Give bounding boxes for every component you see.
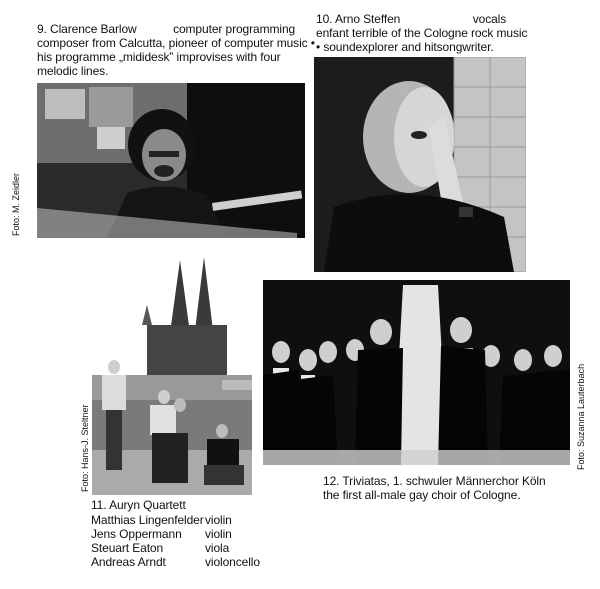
auryn-members-table [91,513,260,569]
caption-barlow-line4: melodic lines. [37,64,109,78]
caption-auryn [91,498,260,569]
credit-lauterbach: Foto: Suzanna Lauterbach [576,363,586,470]
caption-auryn-title: 11. Auryn Quartett [91,498,186,512]
caption-barlow-line2: composer from Calcutta, pioneer of computer music • [37,36,315,50]
auryn-member-row [91,555,260,569]
photo-triviatas-image [263,280,570,465]
member-instrument: violoncello [205,555,260,569]
auryn-member-row [91,541,260,555]
caption-triviatas-line2: the first all-male gay choir of Cologne. [323,488,521,502]
caption-steffen [316,12,527,54]
photo-barlow-image [37,83,305,238]
auryn-member-row [91,527,260,541]
member-instrument: violin [205,527,232,541]
caption-steffen-name: 10. Arno Steffen [316,12,401,26]
caption-steffen-line2: enfant terrible of the Cologne rock music [316,26,528,40]
member-name: Steuart Eaton [91,541,164,555]
photo-barlow [37,83,305,238]
photo-triviatas [263,280,570,465]
photo-auryn-image [92,255,252,495]
caption-triviatas-line1: 12. Triviatas, 1. schwuler Männerchor Köln [323,474,546,488]
caption-steffen-role: vocals [472,12,507,26]
member-instrument: viola [205,541,230,555]
caption-barlow-role: computer programming [173,22,296,36]
caption-triviatas [323,474,546,502]
photo-auryn [92,255,252,495]
auryn-member-row [91,513,260,527]
photo-steffen [314,57,526,272]
member-name: Andreas Arndt [91,555,166,569]
credit-zeidler: Foto: M. Zeidler [11,172,21,236]
caption-steffen-line3: • soundexplorer and hitsongwriter. [316,40,494,54]
member-name: Matthias Lingenfelder [91,513,204,527]
member-name: Jens Oppermann [91,527,182,541]
photo-steffen-image [314,57,526,272]
member-instrument: violin [205,513,232,527]
caption-barlow-line3: his programme „midideskˮ improvises with four [37,50,281,64]
caption-barlow [37,22,315,78]
caption-barlow-name: 9. Clarence Barlow [37,22,137,36]
credit-steltner: Foto: Hans-J. Steltner [80,404,90,492]
